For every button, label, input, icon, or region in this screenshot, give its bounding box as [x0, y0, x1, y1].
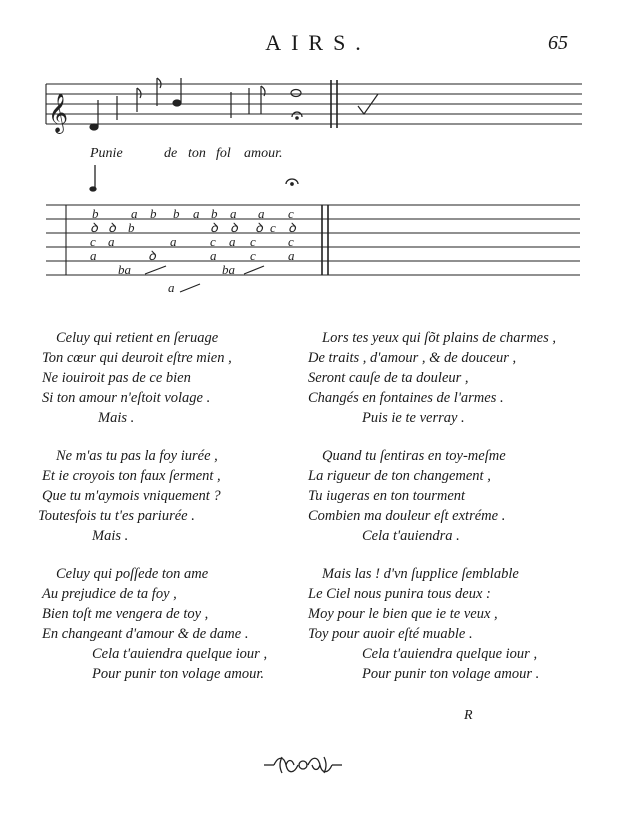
vocal-staff: [46, 80, 582, 128]
tab-slurs: [145, 266, 264, 292]
refrain-line: Cela t'auiendra quelque iour ,: [92, 646, 268, 662]
svg-text:𝄞: 𝄞: [48, 93, 69, 133]
verse-line: Bien toſt me vengera de toy ,: [42, 606, 209, 622]
tab-letter: a: [170, 234, 177, 249]
tab-letter: a: [258, 206, 265, 221]
tab-letter: b: [173, 206, 180, 221]
stanza: [42, 564, 267, 684]
lyric-word: de: [164, 146, 178, 161]
tab-letter: c: [288, 234, 294, 249]
verse-line: Combien ma douleur eſt extréme .: [308, 508, 506, 524]
verse-line: Toy pour auoir eſté muable .: [308, 626, 473, 642]
tab-letter: b: [92, 206, 99, 221]
lyric-word: ton: [188, 146, 206, 161]
lyric-word: amour.: [244, 146, 283, 161]
verse-line: Le Ciel nous punira tous deux :: [308, 586, 491, 602]
tab-letter: b: [150, 206, 157, 221]
tab-letter: ꝺ: [90, 220, 98, 235]
verse-line: Mais las ! d'vn ſupplice ſemblable: [322, 566, 519, 582]
verse-line: Changés en fontaines de l'armes .: [308, 390, 504, 406]
refrain-line: Mais .: [98, 410, 135, 426]
tab-letter: a: [90, 248, 97, 263]
verse-line: Celuy qui retient en ſeruage: [56, 330, 219, 346]
catchword: R: [464, 708, 473, 723]
verse-line: Quand tu ſentiras en toy-meſme: [322, 448, 506, 464]
verse-line: Que tu m'aymois vniquement ?: [42, 488, 221, 504]
page-number: 65: [548, 32, 568, 54]
tab-letter: c: [270, 220, 276, 235]
verse-line: Et ie croyois ton faux ſerment ,: [42, 468, 221, 484]
lyric-word: fol: [216, 146, 231, 161]
tab-letter: a: [229, 234, 236, 249]
printer-ornament-icon: [262, 752, 344, 778]
verse-line: Tu iugeras en ton tourment: [308, 488, 466, 504]
stanza: [308, 446, 506, 546]
tab-letter: c: [250, 234, 256, 249]
refrain-line: Cela t'auiendra quelque iour ,: [362, 646, 538, 662]
tab-letter: ꝺ: [108, 220, 116, 235]
verse-line: Ne m'as tu pas la foy iurée ,: [56, 448, 218, 464]
tab-letter: ꝺ: [148, 248, 156, 263]
verse-line: Lors tes yeux qui ſõt plains de charmes ,: [322, 330, 556, 346]
tab-letter: a: [193, 206, 200, 221]
verse-line: Seront cauſe de ta douleur ,: [308, 370, 469, 386]
tab-letter: ꝺ: [255, 220, 263, 235]
refrain-line: Cela t'auiendra .: [362, 528, 460, 544]
verse-line: Moy pour le bien que ie te veux ,: [308, 606, 498, 622]
tab-letter: ba: [118, 262, 131, 277]
verse-line: En changeant d'amour & de dame .: [42, 626, 249, 642]
tab-letter: a: [230, 206, 237, 221]
refrain-line: Pour punir ton volage amour.: [92, 666, 264, 682]
tab-letter: a: [288, 248, 295, 263]
stanza: [38, 446, 221, 546]
verse-line: De traits , d'amour , & de douceur ,: [308, 350, 517, 366]
stanza: [42, 328, 232, 428]
tab-letter: ꝺ: [230, 220, 238, 235]
tab-letter: ba: [222, 262, 235, 277]
refrain-line: Mais .: [92, 528, 129, 544]
tab-letter: ꝺ: [210, 220, 218, 235]
tab-letter: c: [210, 234, 216, 249]
verse-line: La rigueur de ton changement ,: [308, 468, 491, 484]
tab-letter: a: [131, 206, 138, 221]
refrain-line: Puis ie te verray .: [362, 410, 465, 426]
verse-line: Celuy qui poſſede ton ame: [56, 566, 209, 582]
tab-letter: b: [211, 206, 218, 221]
verse-line: Si ton amour n'eſtoit volage .: [42, 390, 211, 406]
tab-rhythm-flags: [90, 165, 298, 191]
tab-letter: c: [288, 206, 294, 221]
lyric-word: Punie: [90, 146, 123, 161]
verse-line: Toutesfois tu t'es pariurée .: [38, 508, 195, 524]
tab-letter: c: [250, 248, 256, 263]
page-title: AIRS.: [265, 30, 371, 55]
tab-letter: b: [128, 220, 135, 235]
tab-letter: a: [168, 280, 175, 295]
tab-letter: a: [108, 234, 115, 249]
tab-letter: a: [210, 248, 217, 263]
verse-line: Ne iouiroit pas de ce bien: [42, 370, 191, 386]
refrain-line: Pour punir ton volage amour .: [362, 666, 540, 682]
tab-letter: ꝺ: [288, 220, 296, 235]
tab-letter: c: [90, 234, 96, 249]
stanza: [308, 328, 556, 428]
verse-line: Au prejudice de ta foy ,: [42, 586, 177, 602]
stanza: [308, 564, 539, 684]
treble-clef-icon: [48, 93, 68, 134]
verse-line: Ton cœur qui deuroit eſtre mien ,: [42, 350, 232, 366]
